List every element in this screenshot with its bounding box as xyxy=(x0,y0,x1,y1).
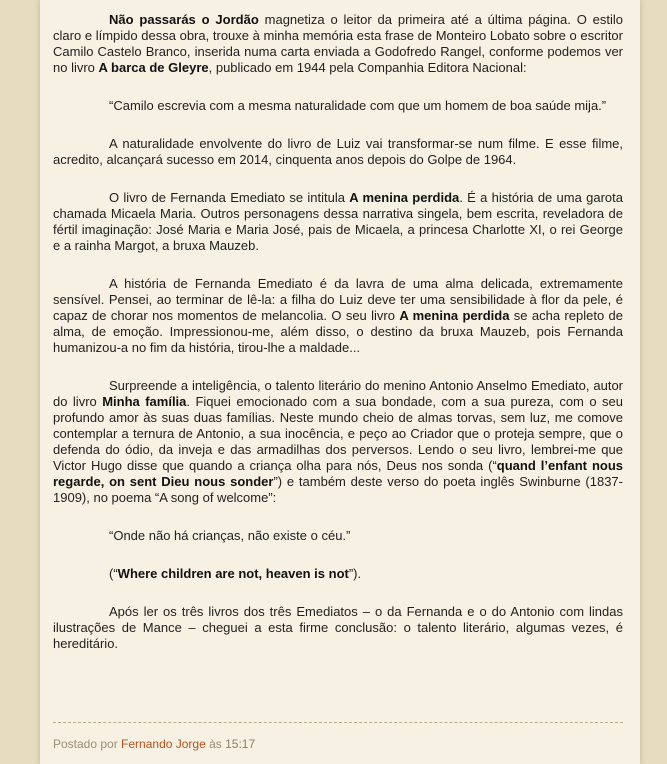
paragraph-text: Surpreende a inteligência, o talento literário do menino Antonio Anselmo Emediato, autor do livro xyxy=(53,378,623,409)
book-title-barca: A barca de Gleyre xyxy=(98,60,209,75)
book-title-menina: A menina perdida xyxy=(349,190,460,205)
post-divider xyxy=(53,722,623,723)
post-footer xyxy=(53,737,255,751)
book-title-menina: A menina perdida xyxy=(399,308,510,323)
paragraph-3: A naturalidade envolvente do livro de Luiz vai transformar-se num filme. E esse filme, acredito, alcançará sucesso em 2014, cinquenta anos depois do Golpe de 1964. xyxy=(53,136,623,167)
paragraph-6 xyxy=(53,378,623,506)
quote-english: Where children are not, heaven is not xyxy=(117,566,349,581)
quote-victor-hugo: quand l’enfant nous regarde, on sent Dieu nous sonder xyxy=(53,458,624,489)
author-link[interactable]: Fernando Jorge xyxy=(121,737,206,751)
paragraph-text: A história de Fernanda Emediato é da lavra de uma alma delicada, extremamente sensível. Pensei, ao terminar de lê-la: a filha do Luiz deve ter uma sensibilidade à flor da pele, é capaz de chorar nos momentos de melancolia. O seu livro xyxy=(53,276,623,323)
post-body xyxy=(53,12,623,674)
book-title-jordao: Não passarás o Jordão xyxy=(109,12,259,27)
paragraph-text: , publicado em 1944 pela Companhia Editora Nacional: xyxy=(208,60,527,75)
paragraph-text: magnetiza o leitor da primeira até a última página. O estilo claro e límpido dessa obra, trouxe à minha memória esta frase de Monteiro Lobato sobre o escritor Camilo Castelo Branco, inserida numa carta enviada a Godofredo Rangel, conforme podemos ver no livro xyxy=(53,12,624,75)
paragraph-9: Após ler os três livros dos três Emediatos – o da Fernanda e o do Antonio com lindas ilustrações de Mance – cheguei a esta firme conclusão: o talento literário, algumas vezes, é hereditário. xyxy=(53,604,623,651)
posted-at-label: às xyxy=(205,737,226,751)
paragraph-text: O livro de Fernanda Emediato se intitula xyxy=(109,190,350,205)
book-title-familia: Minha família xyxy=(102,394,187,409)
blog-post xyxy=(40,0,640,764)
paragraph-text: (“ xyxy=(109,566,118,581)
paragraph-text: se acha repleto de alma, de emoção. Impressionou-me, além disso, o destino da bruxa Mauzeb, pois Fernanda humanizou-a no fim da história, tirou-lhe a maldade... xyxy=(53,308,623,355)
paragraph-5 xyxy=(53,276,623,356)
quote-criancas: “Onde não há crianças, não existe o céu.” xyxy=(109,528,351,543)
quote-swinburne xyxy=(53,566,623,582)
timestamp-link[interactable]: 15:17 xyxy=(225,737,256,751)
quote-lobato: “Camilo escrevia com a mesma naturalidade com que um homem de boa saúde mija.” xyxy=(109,98,607,113)
paragraph-text: . É a história de uma garota chamada Micaela Maria. Outros personagens dessa narrativa singela, bem escrita, reveladora de fértil imaginação: José Maria e Maria José, pais de Micaela, a princesa Charlotte XI, o rei George e a rainha Margot, a bruxa Mauzeb. xyxy=(53,190,623,253)
paragraph-4 xyxy=(53,190,623,254)
paragraph-1 xyxy=(53,12,623,76)
paragraph-text: ”). xyxy=(348,566,362,581)
posted-by-label: Postado por xyxy=(53,737,122,751)
paragraph-text: ”) e também deste verso do poeta inglês Swinburne (1837-1909), no poema “A song of welcome”: xyxy=(53,474,623,505)
paragraph-text: . Fiquei emocionado com a sua bondade, com a sua pureza, com o seu profundo amor às suas duas famílias. Neste mundo cheio de almas torvas, sem luz, me comove contemplar a ternura de Antonio, a sua inocência, e peço ao Criador que o proteja sempre, que o defenda do ódio, da inveja e das armadilhas dos perversos. Lendo o seu livro, lembrei-me que Victor Hugo disse que quando a criança olha para nós, Deus nos sonda (“ xyxy=(53,394,623,473)
